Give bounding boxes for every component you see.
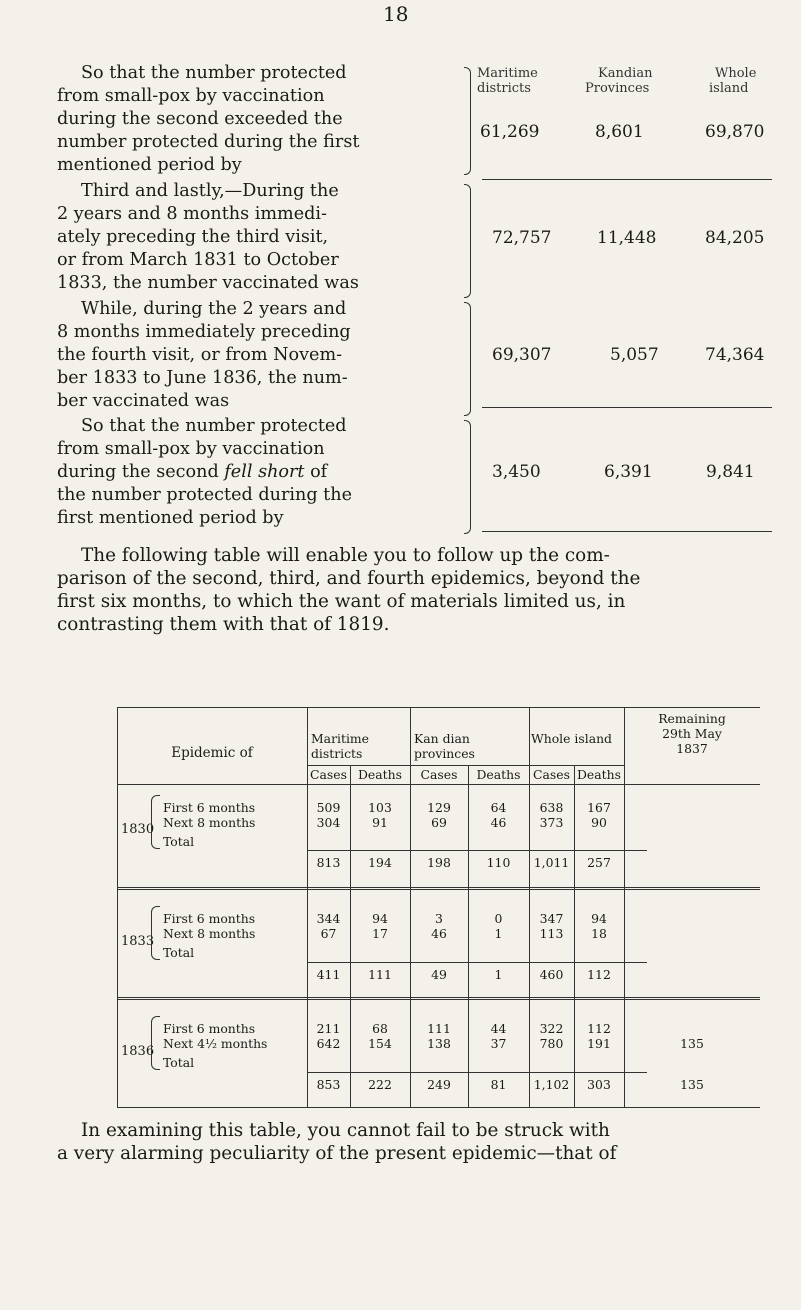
total-cell: 198: [427, 855, 451, 870]
cell: 0: [494, 911, 503, 926]
closing-line: In examining this table, you cannot fail to be struck with: [81, 1120, 610, 1141]
total-cell: 81: [490, 1077, 507, 1092]
cell: 138: [427, 1036, 451, 1051]
header-rule: [117, 784, 760, 785]
total-cell: 303: [587, 1077, 611, 1092]
intro-line: contrasting them with that of 1819.: [57, 614, 390, 635]
header-kandian: provinces: [414, 746, 475, 761]
p4-line: from small-pox by vaccination: [57, 439, 325, 459]
p4-kandian-value: 6,391: [604, 462, 653, 482]
brace: [464, 420, 471, 534]
cell: 103: [368, 800, 392, 815]
year-label: 1830: [121, 822, 155, 837]
total-cell: 222: [368, 1077, 392, 1092]
cell: 129: [427, 800, 451, 815]
row-label: Next 8 months: [163, 815, 256, 830]
cell: 344: [316, 911, 341, 926]
p2-line: 2 years and 8 months immedi-: [57, 204, 327, 224]
total-cell: 1,102: [533, 1077, 570, 1092]
cell: 167: [587, 800, 611, 815]
header-cases: Cases: [533, 767, 570, 782]
header-whole-1: Whole: [715, 66, 757, 81]
header-cases: Cases: [420, 767, 458, 782]
cell: 94: [372, 911, 388, 926]
divider: [482, 407, 772, 408]
cell: 90: [591, 815, 607, 830]
brace: [464, 302, 471, 416]
brace: [151, 1016, 160, 1070]
cell: 69: [431, 815, 447, 830]
p4-line-start: during the second: [57, 462, 219, 482]
header-maritime: districts: [311, 746, 363, 761]
p1-maritime-value: 61,269: [480, 122, 540, 142]
p2-line: Third and lastly,—During the: [81, 181, 339, 201]
table-top-rule: [117, 707, 760, 708]
paragraph-2: [57, 180, 467, 295]
cell: 113: [539, 926, 564, 941]
cell: 304: [316, 815, 341, 830]
cell: 17: [372, 926, 388, 941]
brace: [464, 184, 471, 298]
table-left-rule: [117, 707, 118, 1107]
total-cell: 257: [587, 855, 611, 870]
brace: [464, 67, 471, 175]
header-epidemic: Epidemic of: [171, 745, 253, 761]
cell: 1: [494, 926, 503, 941]
p4-line: [57, 461, 467, 484]
p3-line: ber vaccinated was: [57, 391, 230, 411]
p3-whole-value: 74,364: [705, 345, 765, 365]
row-label: First 6 months: [163, 911, 256, 926]
header-deaths: Deaths: [358, 767, 402, 782]
paragraph-4: [57, 415, 467, 530]
p2-kandian-value: 11,448: [597, 228, 657, 248]
p3-line: While, during the 2 years and: [81, 299, 347, 319]
p3-line: ber 1833 to June 1836, the num-: [57, 368, 348, 388]
header-deaths: Deaths: [476, 767, 521, 782]
total-cell: 112: [587, 967, 611, 982]
intro-line: The following table will enable you to follow up the com-: [81, 545, 610, 566]
cell: 67: [320, 926, 337, 941]
header-kandian: Kan dian: [414, 731, 470, 746]
group-rule: [117, 887, 760, 888]
p3-line: the fourth visit, or from Novem-: [57, 345, 343, 365]
cell: 3: [435, 911, 443, 926]
row-label: Next 4½ months: [163, 1036, 268, 1051]
cell: 91: [372, 815, 388, 830]
header-maritime: Maritime: [311, 731, 369, 746]
row-label: Total: [163, 834, 195, 849]
p4-line: the number protected during the: [57, 485, 352, 505]
cell: 94: [591, 911, 607, 926]
p1-line: during the second exceeded the: [57, 109, 343, 129]
cell: 64: [490, 800, 507, 815]
p2-line: ately preceding the third visit,: [57, 227, 329, 247]
p2-whole-value: 84,205: [705, 228, 765, 248]
p4-maritime-value: 3,450: [492, 462, 541, 482]
p1-line: So that the number protected: [81, 63, 347, 83]
header-kandian-2: Provinces: [585, 81, 650, 96]
paragraph-1: [57, 62, 467, 177]
header-remaining: 1837: [676, 741, 708, 756]
total-rule: [307, 962, 647, 963]
page-number: 18: [383, 2, 409, 26]
total-cell: 853: [316, 1077, 341, 1092]
cell: 191: [587, 1036, 611, 1051]
cell: 642: [316, 1036, 341, 1051]
cell: 322: [539, 1021, 564, 1036]
paragraph-3: [57, 298, 467, 413]
table-bottom-rule: [117, 1107, 760, 1108]
intro-paragraph: [57, 544, 757, 636]
group-rule: [117, 997, 760, 998]
cell: 509: [316, 800, 341, 815]
intro-line: parison of the second, third, and fourth epidemics, beyond the: [57, 568, 641, 589]
total-cell: 110: [486, 855, 511, 870]
year-label: 1836: [121, 1044, 155, 1059]
header-cases: Cases: [310, 767, 347, 782]
p1-kandian-value: 8,601: [595, 122, 644, 142]
closing-line: a very alarming peculiarity of the present epidemic—that of: [57, 1143, 617, 1164]
p1-line: mentioned period by: [57, 155, 242, 175]
header-rule: [307, 765, 624, 766]
p4-whole-value: 9,841: [706, 462, 755, 482]
header-remaining: Remaining: [658, 711, 726, 726]
row-label: Total: [163, 945, 195, 960]
year-label: 1833: [121, 934, 155, 949]
total-cell: 411: [316, 967, 341, 982]
total-cell: 194: [368, 855, 392, 870]
cell: 46: [431, 926, 447, 941]
total-cell: 1: [494, 967, 503, 982]
total-rule: [307, 850, 647, 851]
p4-line: first mentioned period by: [57, 508, 284, 528]
row-label: First 6 months: [163, 800, 256, 815]
p3-maritime-value: 69,307: [492, 345, 552, 365]
total-cell: 813: [316, 855, 341, 870]
total-cell: 49: [431, 967, 447, 982]
cell: 638: [539, 800, 564, 815]
brace: [151, 795, 160, 849]
cell: 112: [587, 1021, 611, 1036]
p1-whole-value: 69,870: [705, 122, 765, 142]
total-cell: 460: [539, 967, 564, 982]
cell: 373: [539, 815, 564, 830]
cell: 44: [490, 1021, 507, 1036]
cell: 46: [490, 815, 507, 830]
cell: 154: [368, 1036, 392, 1051]
divider: [482, 179, 772, 180]
cell: 37: [490, 1036, 507, 1051]
cell: 18: [591, 926, 607, 941]
cell: 68: [372, 1021, 388, 1036]
epidemic-table: [117, 707, 760, 1107]
p1-line: from small-pox by vaccination: [57, 86, 325, 106]
p3-line: 8 months immediately preceding: [57, 322, 351, 342]
divider: [482, 531, 772, 532]
header-remaining: 29th May: [662, 726, 722, 741]
total-cell: 111: [368, 967, 392, 982]
cell: 211: [316, 1021, 341, 1036]
group-rule: [117, 889, 760, 890]
p4-italic: fell short: [224, 462, 305, 482]
row-label: Total: [163, 1055, 195, 1070]
total-cell: 135: [680, 1077, 704, 1092]
header-maritime-2: districts: [477, 81, 531, 96]
p3-kandian-value: 5,057: [610, 345, 659, 365]
total-cell: 249: [427, 1077, 451, 1092]
total-rule: [307, 1072, 647, 1073]
group-rule: [117, 999, 760, 1000]
row-label: Next 8 months: [163, 926, 256, 941]
header-whole: Whole island: [531, 731, 612, 746]
p2-line: 1833, the number vaccinated was: [57, 273, 359, 293]
p4-line: So that the number protected: [81, 416, 347, 436]
intro-line: first six months, to which the want of materials limited us, in: [57, 591, 626, 612]
p2-maritime-value: 72,757: [492, 228, 552, 248]
p4-after-italic: of: [310, 462, 328, 482]
header-deaths: Deaths: [577, 767, 621, 782]
brace: [151, 906, 160, 960]
header-whole-2: island: [709, 81, 749, 96]
closing-paragraph: [57, 1119, 757, 1165]
p1-line: number protected during the first: [57, 132, 360, 152]
cell: 111: [427, 1021, 451, 1036]
total-cell: 1,011: [533, 855, 570, 870]
p2-line: or from March 1831 to October: [57, 250, 339, 270]
row-label: First 6 months: [163, 1021, 256, 1036]
header-maritime-1: Maritime: [477, 66, 538, 81]
cell: 347: [539, 911, 564, 926]
header-kandian-1: Kandian: [598, 66, 653, 81]
cell: 780: [539, 1036, 564, 1051]
cell: 135: [680, 1036, 704, 1051]
